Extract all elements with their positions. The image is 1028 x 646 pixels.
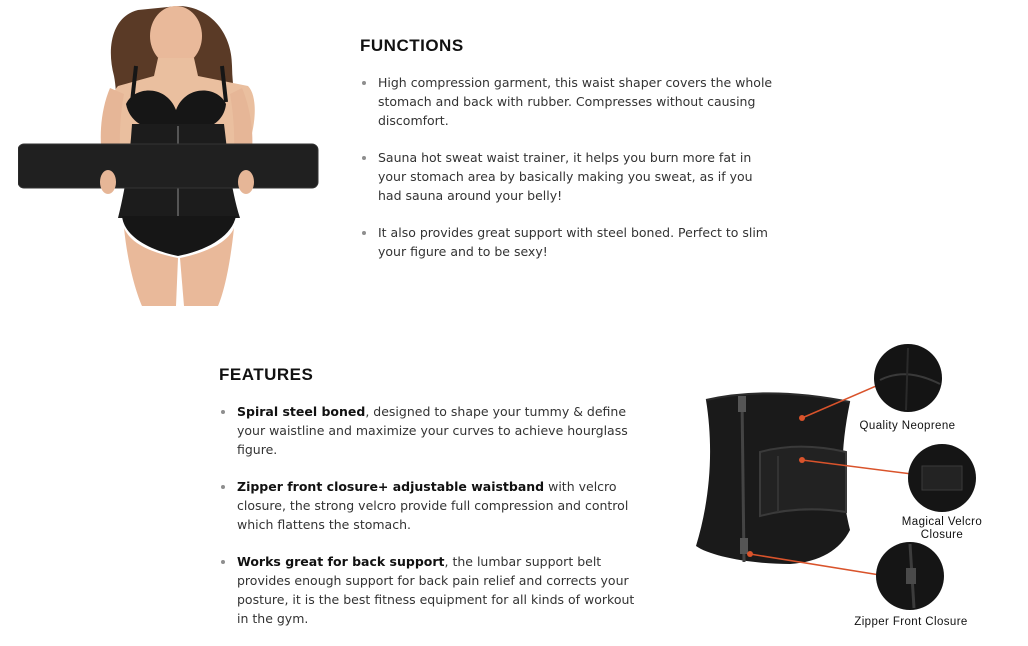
features-section bbox=[219, 365, 649, 628]
features-item-text: , the lumbar support belt provides enough support for back pain relief and corrects your posture, it is the best fitness equipment for all kinds of workout in the gym. bbox=[237, 554, 635, 626]
functions-section bbox=[360, 36, 780, 261]
features-item bbox=[219, 552, 649, 628]
model-wearing-waist-trainer-image bbox=[18, 6, 322, 306]
functions-heading: FUNCTIONS bbox=[360, 36, 464, 55]
features-item-text: , designed to shape your tummy & define your waistline and maximize your curves to achieve hourglass figure. bbox=[237, 404, 628, 457]
callout-magical-velcro-line1: Magical Velcro bbox=[901, 516, 983, 528]
callout-quality-neoprene: Quality Neoprene bbox=[859, 420, 956, 432]
features-item-bold: Zipper front closure+ adjustable waistband bbox=[237, 479, 545, 494]
callout-zipper-front-closure: Zipper Front Closure bbox=[854, 616, 968, 628]
features-item-bold: Works great for back support bbox=[237, 554, 445, 569]
features-item-bold: Spiral steel boned bbox=[237, 404, 366, 419]
functions-item: It also provides great support with steel boned. Perfect to slim your figure and to be sexy! bbox=[360, 223, 780, 261]
features-list bbox=[219, 402, 649, 628]
features-item-text: with velcro closure, the strong velcro provide full compression and control which flattens the stomach. bbox=[237, 479, 629, 532]
waist-trainer-product-image bbox=[690, 340, 990, 640]
features-heading: FEATURES bbox=[219, 365, 314, 384]
features-item bbox=[219, 477, 649, 534]
functions-list bbox=[360, 73, 780, 261]
callout-magical-velcro-line2: Closure bbox=[920, 529, 964, 541]
features-item bbox=[219, 402, 649, 459]
callout-magical-velcro bbox=[890, 516, 994, 541]
functions-item: Sauna hot sweat waist trainer, it helps you burn more fat in your stomach area by basically making you sweat, as if you had sauna around your belly! bbox=[360, 148, 780, 205]
functions-item: High compression garment, this waist shaper covers the whole stomach and back with rubber. Compresses without causing discomfort. bbox=[360, 73, 780, 130]
